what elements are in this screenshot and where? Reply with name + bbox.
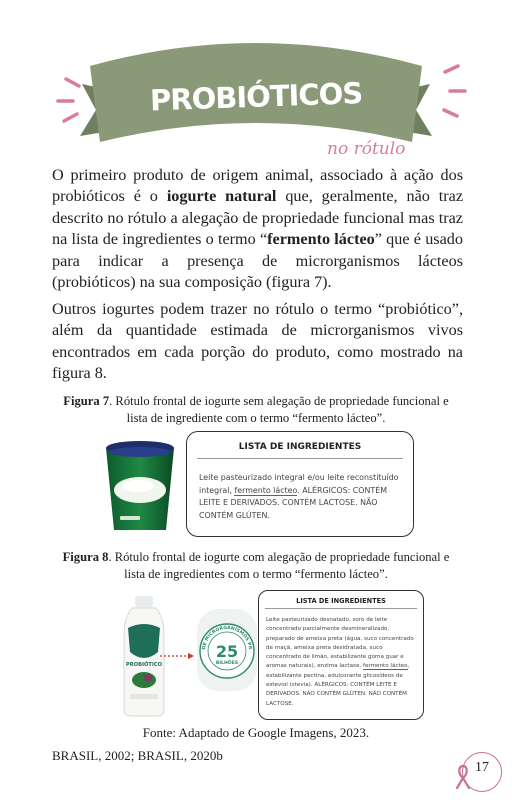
figure-7-caption	[56, 393, 456, 426]
ingredients-text-part: Leite pasteurizado desnatado, soro de leite concentrado parcialmente desmineralizado, preparado de ameixa preta (água, suco concentrado de maçã, ameixa preta desidratada, suco concentrado de limão, estabilizante goma guar e aromas naturais), enzima lactase,	[266, 617, 414, 670]
body-paragraph-1	[52, 165, 463, 293]
ingredients-text-part: Leite pasteurizado integral e/ou leite reconstituído integral,	[199, 473, 399, 495]
bold-term: fermento lácteo	[267, 230, 375, 249]
badge-number: 25	[215, 642, 239, 661]
ingredients-title: LISTA DE INGREDIENTES	[238, 442, 362, 452]
ingredients-text-part: , estabilizante pectina, edulcorante glicosídeos de esteviol (stevia). ALÉRGICOS: CONTÉM LEITE E DERIVADOS. NÃO CONTÉM GLÚTEN. NÃO CONTÉM LACTOSE.	[266, 663, 410, 707]
text-run: que, geralmente, não traz descrito no rótulo a alegação de propriedade funcional mas traz na lista de ingredientes o termo “	[52, 187, 463, 249]
ingredients-box-figure-7	[186, 431, 414, 537]
page-title: PROBIÓTICOS	[149, 76, 363, 118]
divider	[197, 458, 403, 459]
bold-term: iogurte natural	[166, 187, 277, 206]
ingredients-text-part: . ALÉRGICOS: CONTÉM LEITE E DERIVADOS. CONTÉM LACTOSE. NÃO CONTÉM GLÚTEN.	[199, 485, 388, 520]
probiotic-badge-image	[193, 605, 261, 695]
divider	[265, 608, 417, 609]
spark-decoration-right	[444, 66, 465, 116]
bottle-brand-label: PROBIÓTICO	[125, 662, 163, 668]
figure-7-label: Figura 7	[63, 394, 110, 408]
figure-source: Fonte: Adaptado de Google Imagens, 2023.	[142, 725, 370, 740]
figure-8-label: Figura 8	[62, 550, 109, 564]
text-run: Outros iogurtes podem trazer no rótulo o termo “probiótico”, além da quantidade estimada de microrganismos vivos encontrados em cada porção do produto, como mostrado na figura 8.	[52, 300, 463, 383]
highlighted-term: fermento lácteo	[234, 485, 298, 495]
ingredients-title: LISTA DE INGREDIENTES	[296, 597, 386, 605]
ingredients-text	[266, 616, 419, 709]
awareness-ribbon-icon	[455, 763, 471, 789]
badge-ring-text: DE MICRORGANISMOS PR	[201, 625, 252, 651]
body-paragraph-2	[52, 299, 463, 385]
spark-decoration-left	[58, 79, 79, 121]
figure-8-caption-text: . Rótulo frontal de iogurte com alegação de propriedade funcional e lista de ingredientes com o termo “fermento lácteo”.	[108, 550, 450, 581]
ingredients-box-figure-8	[258, 590, 424, 720]
figure-8-caption	[56, 549, 456, 582]
ingredients-text	[199, 472, 403, 522]
badge-word: BILHÕES	[215, 661, 239, 666]
figure-7-caption-text: . Rótulo frontal de iogurte sem alegação de propriedade funcional e lista de ingrediente com o termo “fermento lácteo”.	[109, 394, 449, 425]
yogurt-cup-image	[100, 438, 180, 534]
dotted-connector	[160, 652, 194, 660]
text-run: O primeiro produto de origem animal, associado à ação dos probióticos é o	[52, 166, 463, 206]
references: BRASIL, 2002; BRASIL, 2020b	[52, 748, 223, 763]
highlighted-term: fermento lácteo	[362, 663, 408, 670]
text-run: ” que é usado para indicar a presença de microrganismos lácteos (probióticos) na sua composição (figura 7).	[52, 230, 463, 292]
page-number: 17	[475, 760, 489, 775]
page-subtitle: no rótulo	[327, 139, 406, 159]
